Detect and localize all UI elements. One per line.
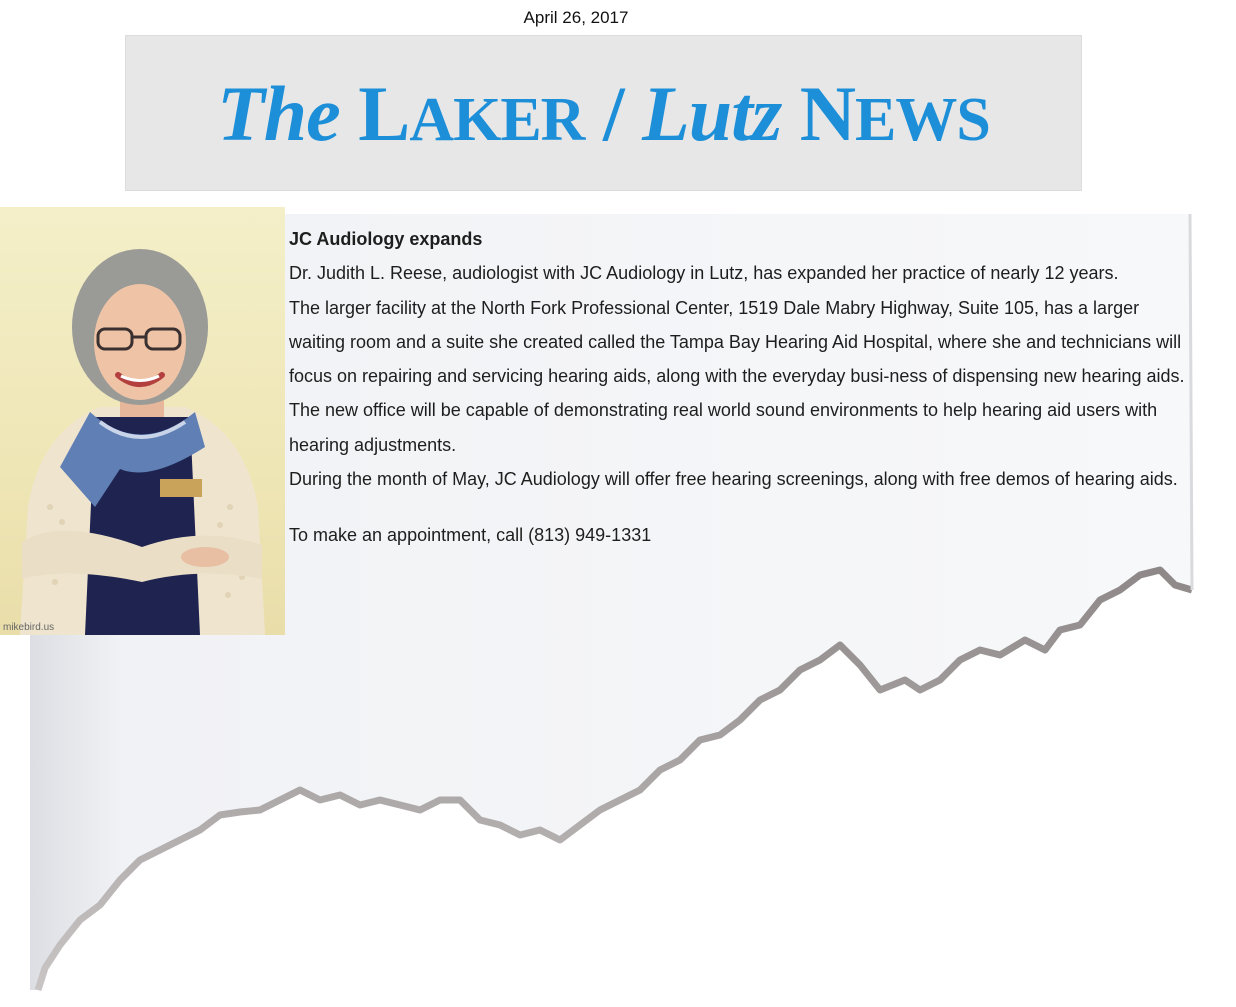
appointment-call-to-action: To make an appointment, call (813) 949-1331 (289, 525, 652, 546)
article-paragraph: Dr. Judith L. Reese, audiologist with JC Audiology in Lutz, has expanded her practice of nearly 12 years. (289, 263, 1119, 284)
article-paragraph: The new office will be capable of demonstrating real world sound environments to help hearing aid users with hearing adjustments. (289, 400, 1158, 455)
article-paragraph: The larger facility at the North Fork Professional Center, 1519 Dale Mabry Highway, Suite 105, has a larger waiting room and a suite she created called the Tampa Bay Hearing Aid Hospital, where she and technicians will focus on repairing and servicing hearing aids, along with the everyday busi-ness of dispensing new hearing aids. (289, 297, 1185, 387)
photo-credit: mikebird.us (3, 622, 55, 633)
article-paragraph: During the month of May, JC Audiology will offer free hearing screenings, along with free demos of hearing aids. (289, 469, 1178, 490)
publication-date: April 26, 2017 (523, 8, 629, 27)
masthead-slash: / (584, 70, 643, 157)
masthead-news-rest: EWS (855, 86, 990, 154)
masthead-the: The (217, 70, 340, 157)
article-headline: JC Audiology expands (289, 229, 483, 249)
masthead-lutz: Lutz (642, 70, 782, 157)
masthead-news-initial: N (799, 70, 856, 157)
portrait-photo (0, 207, 285, 635)
portrait-illustration (0, 207, 285, 635)
newspaper-masthead (125, 35, 1082, 191)
article-body (289, 222, 1189, 553)
masthead-laker-rest: AKER (409, 86, 585, 154)
masthead-laker-initial: L (358, 70, 410, 157)
masthead-title (125, 70, 1082, 157)
